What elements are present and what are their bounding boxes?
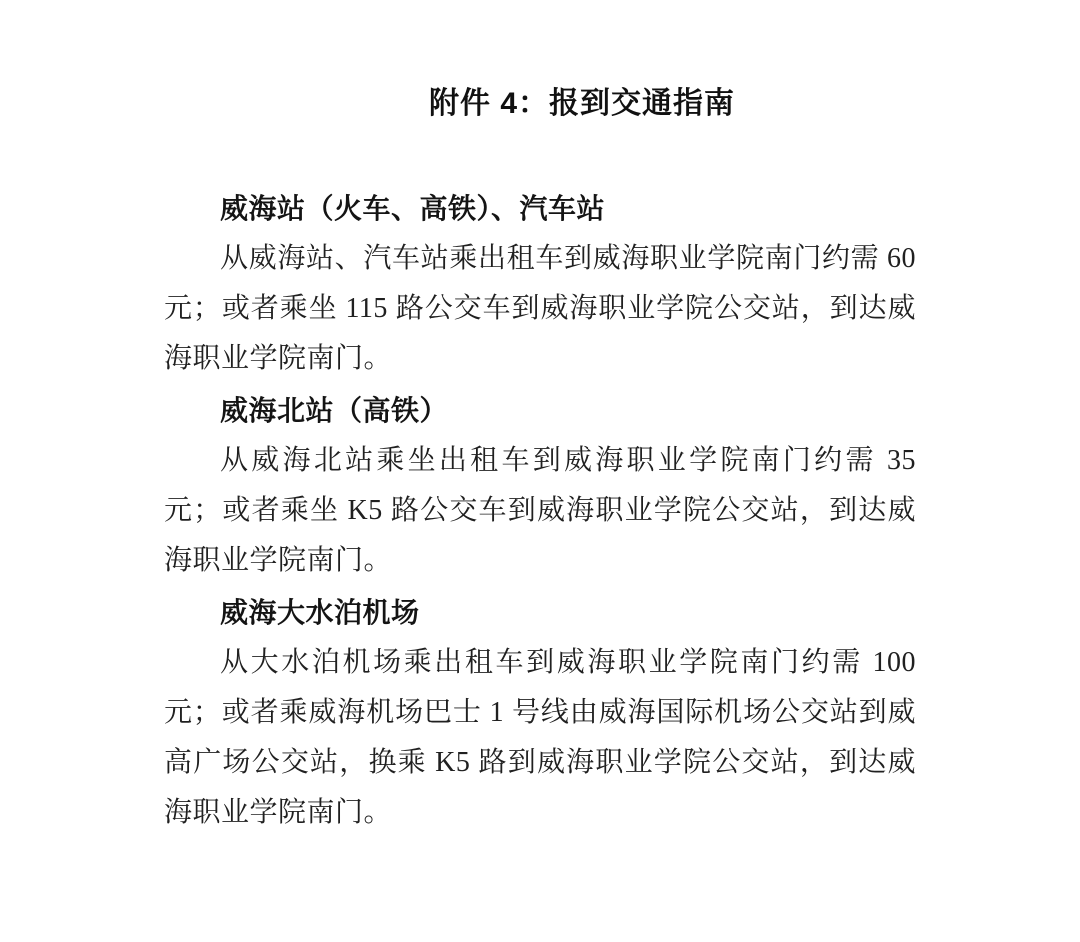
document-content bbox=[164, 184, 916, 838]
section-weihai-station bbox=[164, 184, 916, 384]
section-paragraph-weihai-north-station: 从威海北站乘坐出租车到威海职业学院南门约需 35 元；或者乘坐 K5 路公交车到威海职业学院公交站，到达威海职业学院南门。 bbox=[164, 445, 916, 576]
section-heading-dashuibo-airport: 威海大水泊机场 bbox=[220, 597, 420, 628]
section-heading-weihai-station: 威海站（火车、高铁）、汽车站 bbox=[220, 193, 606, 224]
section-heading-weihai-north-station: 威海北站（高铁） bbox=[220, 395, 449, 426]
section-dashuibo-airport bbox=[164, 588, 916, 838]
section-paragraph-weihai-station: 从威海站、汽车站乘出租车到威海职业学院南门约需 60 元；或者乘坐 115 路公交车到威海职业学院公交站，到达威海职业学院南门。 bbox=[164, 243, 916, 374]
section-paragraph-dashuibo-airport: 从大水泊机场乘出租车到威海职业学院南门约需 100 元；或者乘威海机场巴士 1 号线由威海国际机场公交站到威高广场公交站，换乘 K5 路到威海职业学院公交站，到达威海职业学院南门。 bbox=[164, 647, 916, 828]
section-weihai-north-station bbox=[164, 386, 916, 586]
document-title: 附件 4：报到交通指南 bbox=[428, 87, 736, 120]
